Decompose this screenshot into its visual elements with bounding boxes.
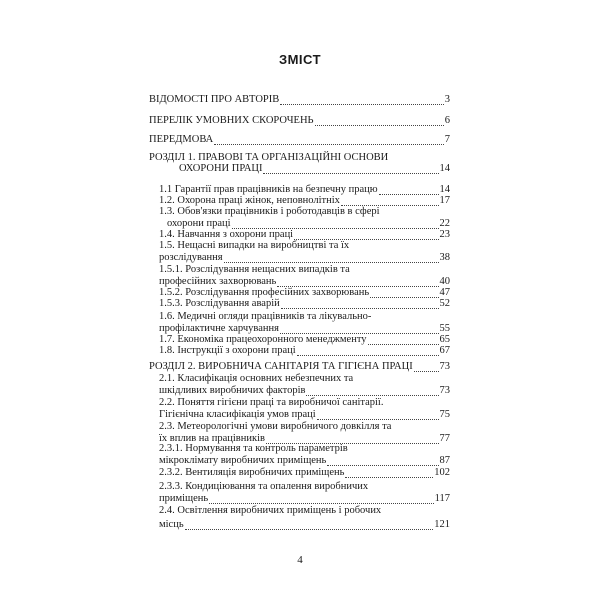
toc-entry-2-4 xyxy=(159,505,450,530)
leader-dots xyxy=(209,495,433,504)
leader-dots xyxy=(294,231,438,240)
toc-entry-title: 2.3.2. Вентиляція виробничих приміщень xyxy=(159,467,345,478)
toc-entry-page: 3 xyxy=(444,94,450,105)
toc-entry-abbreviations xyxy=(149,115,450,126)
toc-entry-2-3-3 xyxy=(159,481,450,504)
toc-entry-page: 65 xyxy=(439,334,450,345)
toc-entry-2-2 xyxy=(159,397,450,420)
toc-entry-1-5 xyxy=(159,240,450,263)
leader-dots xyxy=(280,325,439,334)
toc-entry-1-7 xyxy=(159,334,450,345)
toc-entry-title-line1: 1.6. Медичні огляди працівників та лікувально- xyxy=(159,311,372,322)
toc-entry-1-6 xyxy=(159,311,450,334)
toc-entry-page: 55 xyxy=(439,323,450,334)
toc-entry-title-line2: професійних захворювань xyxy=(159,276,277,287)
toc-entry-title: 1.7. Економіка працеохоронного менеджменту xyxy=(159,334,367,345)
toc-entry-1-1 xyxy=(159,184,450,195)
toc-entry-page: 14 xyxy=(439,184,450,195)
toc-entry-page: 73 xyxy=(439,385,450,396)
leader-dots xyxy=(263,165,438,174)
toc-entry-page: 102 xyxy=(434,467,450,478)
toc-entry-title-line1: 1.5. Нещасні випадки на виробництві та їх xyxy=(159,240,350,251)
toc-entry-title-line2: приміщень xyxy=(159,493,209,504)
leader-dots xyxy=(297,347,439,356)
toc-entry-1-8 xyxy=(159,345,450,356)
toc-entry-title-line1: 1.5.1. Розслідування нещасних випадків та xyxy=(159,264,350,275)
toc-entry-title: ПЕРЕЛІК УМОВНИХ СКОРОЧЕНЬ xyxy=(149,115,314,126)
toc-entry-title-line2: мікроклімату виробничих приміщень xyxy=(159,455,327,466)
toc-entry-title: ПЕРЕДМОВА xyxy=(149,134,214,145)
leader-dots xyxy=(277,278,438,287)
leader-dots xyxy=(315,117,444,126)
toc-entry-page: 17 xyxy=(439,195,450,206)
toc-entry-page: 40 xyxy=(439,276,450,287)
toc-entry-title-line2: профілактичне харчування xyxy=(159,323,279,334)
leader-dots xyxy=(306,387,438,396)
toc-entry-authors xyxy=(149,94,450,105)
toc-entry-title-line2: Гігієнічна класифікація умов праці xyxy=(159,409,316,420)
leader-dots xyxy=(185,521,434,530)
toc-entry-title-line1: 2.3.1. Нормування та контроль параметрів xyxy=(159,443,348,454)
toc-chapter-1 xyxy=(149,152,450,174)
toc-entry-page: 6 xyxy=(444,115,450,126)
leader-dots xyxy=(414,363,439,372)
toc-entry-page: 121 xyxy=(434,519,450,530)
toc-entry-title-line1: 2.2. Поняття гігієни праці та виробничої санітарії. xyxy=(159,397,384,408)
toc-entry-title-line1: 2.1. Класифікація основних небезпечних та xyxy=(159,373,354,384)
leader-dots xyxy=(370,289,438,298)
toc-entry-page: 77 xyxy=(439,433,450,444)
toc-entry-title-line2: охорони праці xyxy=(167,218,231,229)
leader-dots xyxy=(368,336,439,345)
toc-entry-1-5-2 xyxy=(159,287,450,298)
toc-entry-page: 22 xyxy=(439,218,450,229)
toc-entry-2-3-2 xyxy=(159,467,450,478)
toc-entry-title-line1: 2.4. Освітлення виробничих приміщень і робочих xyxy=(159,505,382,516)
toc-entry-2-1 xyxy=(159,373,450,396)
toc-entry-title: ВІДОМОСТІ ПРО АВТОРІВ xyxy=(149,94,280,105)
toc-entry-page: 87 xyxy=(439,455,450,466)
toc-entry-1-5-3 xyxy=(159,298,450,309)
toc-entry-title-line1: 1.3. Обов'язки працівників і роботодавців в сфері xyxy=(159,206,380,217)
toc-entry-title-line1: 2.3. Метеорологічні умови виробничого довкілля та xyxy=(159,421,392,432)
toc-entry-title: 1.5.2. Розслідування професійних захворювань xyxy=(159,287,370,298)
toc-entry-preface xyxy=(149,134,450,145)
leader-dots xyxy=(345,469,433,478)
toc-entry-page: 38 xyxy=(439,252,450,263)
toc-entry-title-line2: шкідливих виробничих факторів xyxy=(159,385,306,396)
leader-dots xyxy=(232,220,439,229)
toc-entry-title-line1: 2.3.3. Кондиціювання та опалення виробничих xyxy=(159,481,369,492)
toc-entry-page: 23 xyxy=(439,229,450,240)
toc-entry-page: 117 xyxy=(434,493,450,504)
toc-entry-title: 1.4. Навчання з охорони праці xyxy=(159,229,294,240)
toc-entry-page: 14 xyxy=(439,163,450,174)
toc-entry-title-line1: РОЗДІЛ 1. ПРАВОВІ ТА ОРГАНІЗАЦІЙНІ ОСНОВИ xyxy=(149,152,389,163)
toc-entry-title: 1.1 Гарантії прав працівників на безпечну працю xyxy=(159,184,378,195)
toc-entry-title-line2: ОХОРОНИ ПРАЦІ xyxy=(179,163,263,174)
leader-dots xyxy=(379,186,439,195)
toc-entry-page: 75 xyxy=(439,409,450,420)
toc-entry-title-line2: розслідування xyxy=(159,252,223,263)
toc-entry-title: 1.8. Інструкції з охорони праці xyxy=(159,345,296,356)
toc-entry-page: 7 xyxy=(444,134,450,145)
leader-dots xyxy=(214,136,443,145)
toc-entry-title: 1.5.3. Розслідування аварій xyxy=(159,298,280,309)
toc-entry-title: РОЗДІЛ 2. ВИРОБНИЧА САНІТАРІЯ ТА ГІГІЄНА ПРАЦІ xyxy=(149,361,413,372)
leader-dots xyxy=(317,411,439,420)
page-number: 4 xyxy=(297,554,303,566)
toc-entry-title: 1.2. Охорона праці жінок, неповнолітніх xyxy=(159,195,340,206)
leader-dots xyxy=(341,197,439,206)
toc-entry-1-4 xyxy=(159,229,450,240)
toc-entry-2-3-1 xyxy=(159,443,450,466)
toc-chapter-2 xyxy=(149,361,450,372)
leader-dots xyxy=(224,254,439,263)
leader-dots xyxy=(281,300,439,309)
toc-entry-page: 47 xyxy=(439,287,450,298)
toc-entry-title-line2: місць xyxy=(159,519,184,530)
toc-entry-title-line2: їх вплив на працівників xyxy=(159,433,265,444)
toc-entry-page: 67 xyxy=(439,345,450,356)
toc-entry-1-5-1 xyxy=(159,264,450,287)
page-title: ЗМІСТ xyxy=(278,52,322,67)
leader-dots xyxy=(327,457,438,466)
toc-entry-page: 73 xyxy=(439,361,450,372)
toc-entry-1-2 xyxy=(159,195,450,206)
toc-entry-1-3 xyxy=(159,206,450,229)
leader-dots xyxy=(280,96,444,105)
toc-entry-2-3 xyxy=(159,421,450,444)
toc-entry-page: 52 xyxy=(439,298,450,309)
